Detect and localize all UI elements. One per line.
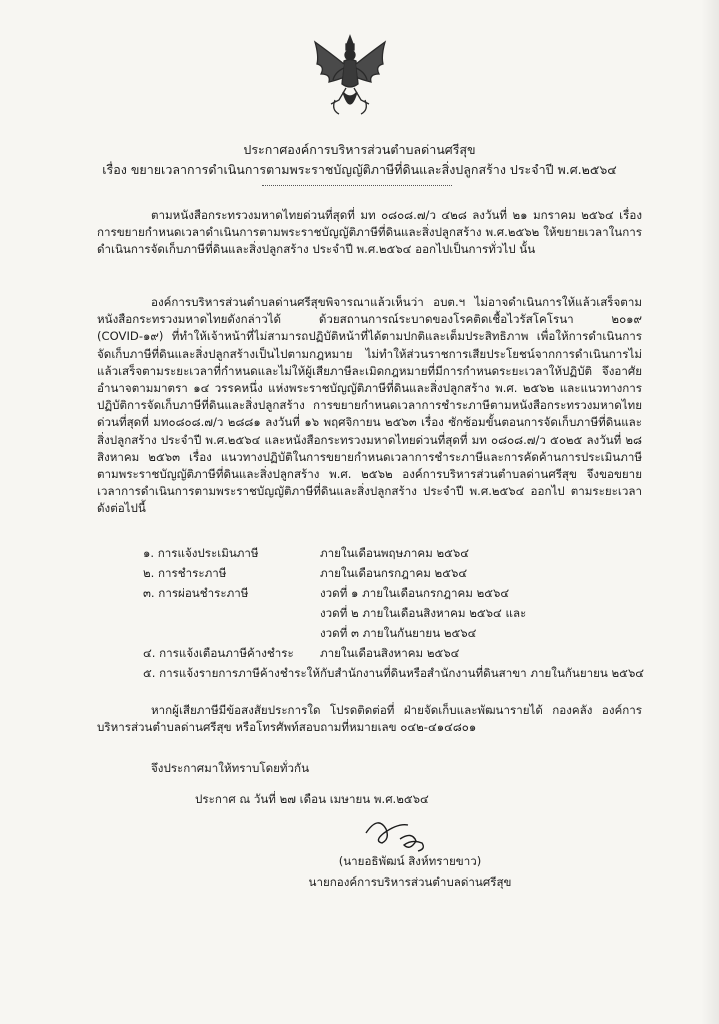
schedule-row <box>143 645 663 665</box>
schedule-item: ๒. การชำระภาษี <box>143 566 227 580</box>
paragraph-considerations: องค์การบริหารส่วนตำบลด่านศรีสุขพิจารณาแล้วเห็นว่า อบต.ฯ ไม่อาจดำเนินการให้แล้วเสร็จตามหนังสือกระทรวงมหาดไทยดังกล่าวได้ ด้วยสถานการณ์ระบาดของโรคติดเชื้อไวรัสโคโรนา ๒๐๑๙ (COVID-๑๙) ที่ทำให้เจ้าหน้าที่ไม่สามารถปฏิบัติหน้าที่ได้ตามปกติและเต็มประสิทธิภาพ เพื่อให้การดำเนินการจัดเก็บภาษีที่ดินและสิ่งปลูกสร้างเป็นไปตามกฎหมาย ไม่ทำให้ส่วนราชการเสียประโยชน์จากการดำเนินการไม่แล้วเสร็จตามระยะเวลาที่กำหนดและไม่ให้ผู้เสียภาษีละเมิดกฎหมายที่มีการกำหนดระยะเวลาให้ปฏิบัติ จึงอาศัยอำนาจตามมาตรา ๑๔ วรรคหนึ่ง แห่งพระราชบัญญัติภาษีที่ดินและสิ่งปลูกสร้าง พ.ศ. ๒๕๖๒ และแนวทางการปฏิบัติการจัดเก็บภาษีที่ดินและสิ่งปลูกสร้าง การขยายกำหนดเวลาการชำระภาษีตามหนังสือกระทรวงมหาดไทยด่วนที่สุดที่ มท๐๘๐๘.๗/ว ๒๘๘๑ ลงวันที่ ๑๖ พฤศจิกายน ๒๕๖๓ เรื่อง ซักซ้อมขั้นตอนการจัดเก็บภาษีที่ดินและสิ่งปลูกสร้าง ประจำปี พ.ศ.๒๕๖๔ และหนังสือกระทรวงมหาดไทยด่วนที่สุดที่ มท ๐๘๐๘.๗/ว ๕๐๒๕ ลงวันที่ ๒๘ สิงหาคม ๒๕๖๓ เรื่อง แนวทางปฏิบัติในการขยายกำหนดเวลาการชำระภาษีและการคัดค้านการประเมินภาษีตามพระราชบัญญัติภาษีที่ดินและสิ่งปลูกสร้าง พ.ศ. ๒๕๖๒ องค์การบริหารส่วนตำบลด่านศรีสุข จึงขอขยายเวลาการดำเนินการตามพระราชบัญญัติภาษีที่ดินและสิ่งปลูกสร้าง ประจำปี พ.ศ.๒๕๖๔ ออกไป ตามระยะเวลาดังต่อไปนี้ <box>97 295 642 516</box>
announcement-title: ประกาศองค์การบริหารส่วนตำบลด่านศรีสุข <box>243 142 476 157</box>
schedule-row <box>143 565 663 585</box>
divider <box>262 185 452 186</box>
schedule-item: ๑. การแจ้งประเมินภาษี <box>143 546 259 560</box>
schedule-period: ภายในเดือนพฤษภาคม ๒๕๖๔ <box>320 546 470 560</box>
signatory-position: นายกองค์การบริหารส่วนตำบลด่านศรีสุข <box>308 875 512 889</box>
schedule-row <box>143 585 663 605</box>
schedule-list <box>143 545 663 685</box>
schedule-item: ๔. การแจ้งเตือนภาษีค้างชำระ <box>143 646 294 660</box>
announcement-subject: เรื่อง ขยายเวลาการดำเนินการตามพระราชบัญญัติภาษีที่ดินและสิ่งปลูกสร้าง ประจำปี พ.ศ.๒๕๖๔ <box>102 162 617 177</box>
handwritten-signature <box>360 805 440 855</box>
garuda-emblem-icon <box>311 34 389 118</box>
schedule-row <box>143 665 663 685</box>
schedule-item: ๕. การแจ้งรายการภาษีค้างชำระให้กับสำนักงานที่ดินหรือสำนักงานที่ดินสาขา ภายในกันยายน ๒๕๖๔ <box>143 666 645 680</box>
paragraph-contact: หากผู้เสียภาษีมีข้อสงสัยประการใด โปรดติดต่อที่ ฝ่ายจัดเก็บและพัฒนารายได้ กองคลัง องค์การบริหารส่วนตำบลด่านศรีสุข หรือโทรศัพท์สอบถามที่หมายเลข ๐๔๒-๔๑๔๘๐๑ <box>97 703 642 735</box>
paragraph-reference: ตามหนังสือกระทรวงมหาดไทยด่วนที่สุดที่ มท ๐๘๐๘.๗/ว ๔๒๘ ลงวันที่ ๒๑ มกราคม ๒๕๖๔ เรื่อง การขยายกำหนดเวลาดำเนินการตามพระราชบัญญัติภาษีที่ดินและสิ่งปลูกสร้าง พ.ศ.๒๕๖๒ ให้ขยายเวลาในการดำเนินการจัดเก็บภาษีที่ดินและสิ่งปลูกสร้าง ประจำปี พ.ศ.๒๕๖๔ ออกไปเป็นการทั่วไป นั้น <box>97 208 642 257</box>
schedule-row <box>143 545 663 565</box>
schedule-row <box>143 625 663 645</box>
schedule-period: ภายในเดือนสิงหาคม ๒๕๖๔ <box>320 646 460 660</box>
schedule-period: งวดที่ ๒ ภายในเดือนสิงหาคม ๒๕๖๔ และ <box>320 606 527 620</box>
schedule-item: ๓. การผ่อนชำระภาษี <box>143 586 249 600</box>
schedule-period: งวดที่ ๓ ภายในกันยายน ๒๕๖๔ <box>320 626 477 640</box>
page-edge-shadow <box>701 0 719 1024</box>
schedule-period: ภายในเดือนกรกฎาคม ๒๕๖๔ <box>320 566 468 580</box>
schedule-period: งวดที่ ๑ ภายในเดือนกรกฎาคม ๒๕๖๔ <box>320 586 510 600</box>
schedule-row <box>143 605 663 625</box>
paragraph-closing: จึงประกาศมาให้ทราบโดยทั่วกัน <box>151 761 309 775</box>
signatory-name: (นายอธิพัฒน์ สิงห์ทรายขาว) <box>338 854 482 868</box>
announcement-date: ประกาศ ณ วันที่ ๒๗ เดือน เมษายน พ.ศ.๒๕๖๔ <box>195 792 429 806</box>
